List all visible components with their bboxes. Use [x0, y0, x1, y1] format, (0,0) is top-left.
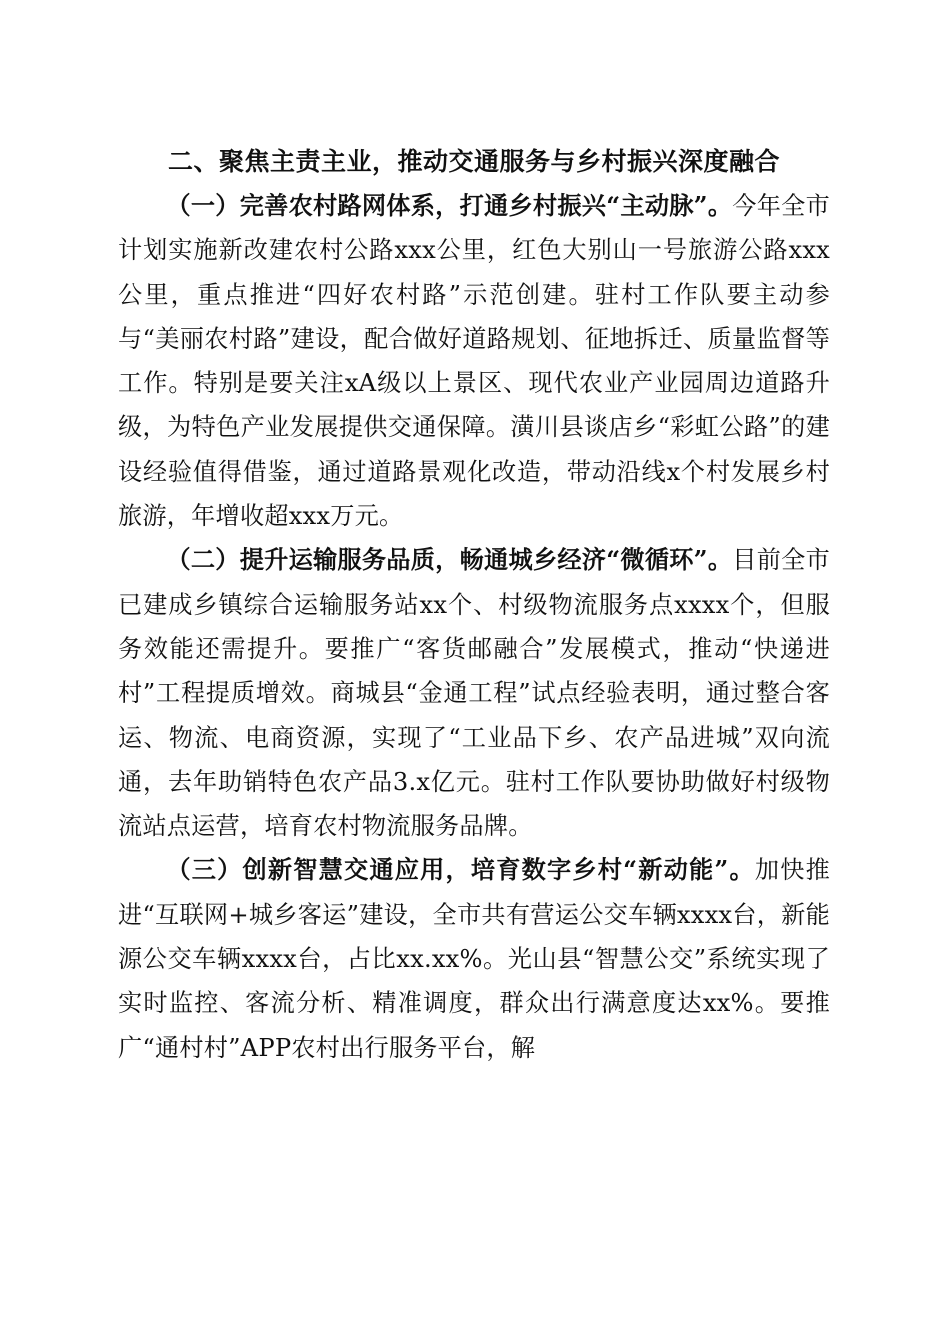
paragraph-lead: （一）完善农村路网体系，打通乡村振兴“主动脉”。: [166, 191, 733, 220]
paragraph-smart-transport: [118, 848, 830, 1069]
paragraph-lead: （二）提升运输服务品质，畅通城乡经济“微循环”。: [166, 545, 733, 575]
section-heading: 二、聚焦主责主业，推动交通服务与乡村振兴深度融合: [167, 147, 780, 176]
paragraph-transport-service: [118, 538, 830, 848]
paragraph-text: 今年全市计划实施新改建农村公路xxx公里，红色大别山一号旅游公路xxx公里，重点推进“四好农村路”示范创建。驻村工作队要主动参与“美丽农村路”建设，配合做好道路规划、征地拆迁、质量监督等工作。特别是要关注xA级以上景区、现代农业产业园周边道路升级，为特色产业发展提供交通保障。潢川县谈店乡“彩虹公路”的建设经验值得借鉴，通过道路景观化改造，带动沿线x个村发展乡村旅游，年增收超xxx万元。: [118, 192, 830, 531]
paragraph-rural-roads: [118, 184, 830, 538]
paragraph-text: 加快推进“互联网+城乡客运”建设，全市共有营运公交车辆xxxx台，新能源公交车辆xxxx台，占比xx.xx%。光山县“智慧公交”系统实现了实时监控、客流分析、精准调度，群众出行满意度达xx%。要推广“通村村”APP农村出行服务平台，解: [118, 856, 830, 1062]
paragraph-text: 目前全市已建成乡镇综合运输服务站xx个、村级物流服务点xxxx个，但服务效能还需提升。要推广“客货邮融合”发展模式，推动“快递进村”工程提质增效。商城县“金通工程”试点经验表明，通过整合客运、物流、电商资源，实现了“工业品下乡、农产品进城”双向流通，去年助销特色农产品3.x亿元。驻村工作队要协助做好村级物流站点运营，培育农村物流服务品牌。: [118, 546, 830, 841]
document-body: [118, 140, 830, 1070]
paragraph-lead: （三）创新智慧交通应用，培育数字乡村“新动能”。: [166, 855, 755, 885]
